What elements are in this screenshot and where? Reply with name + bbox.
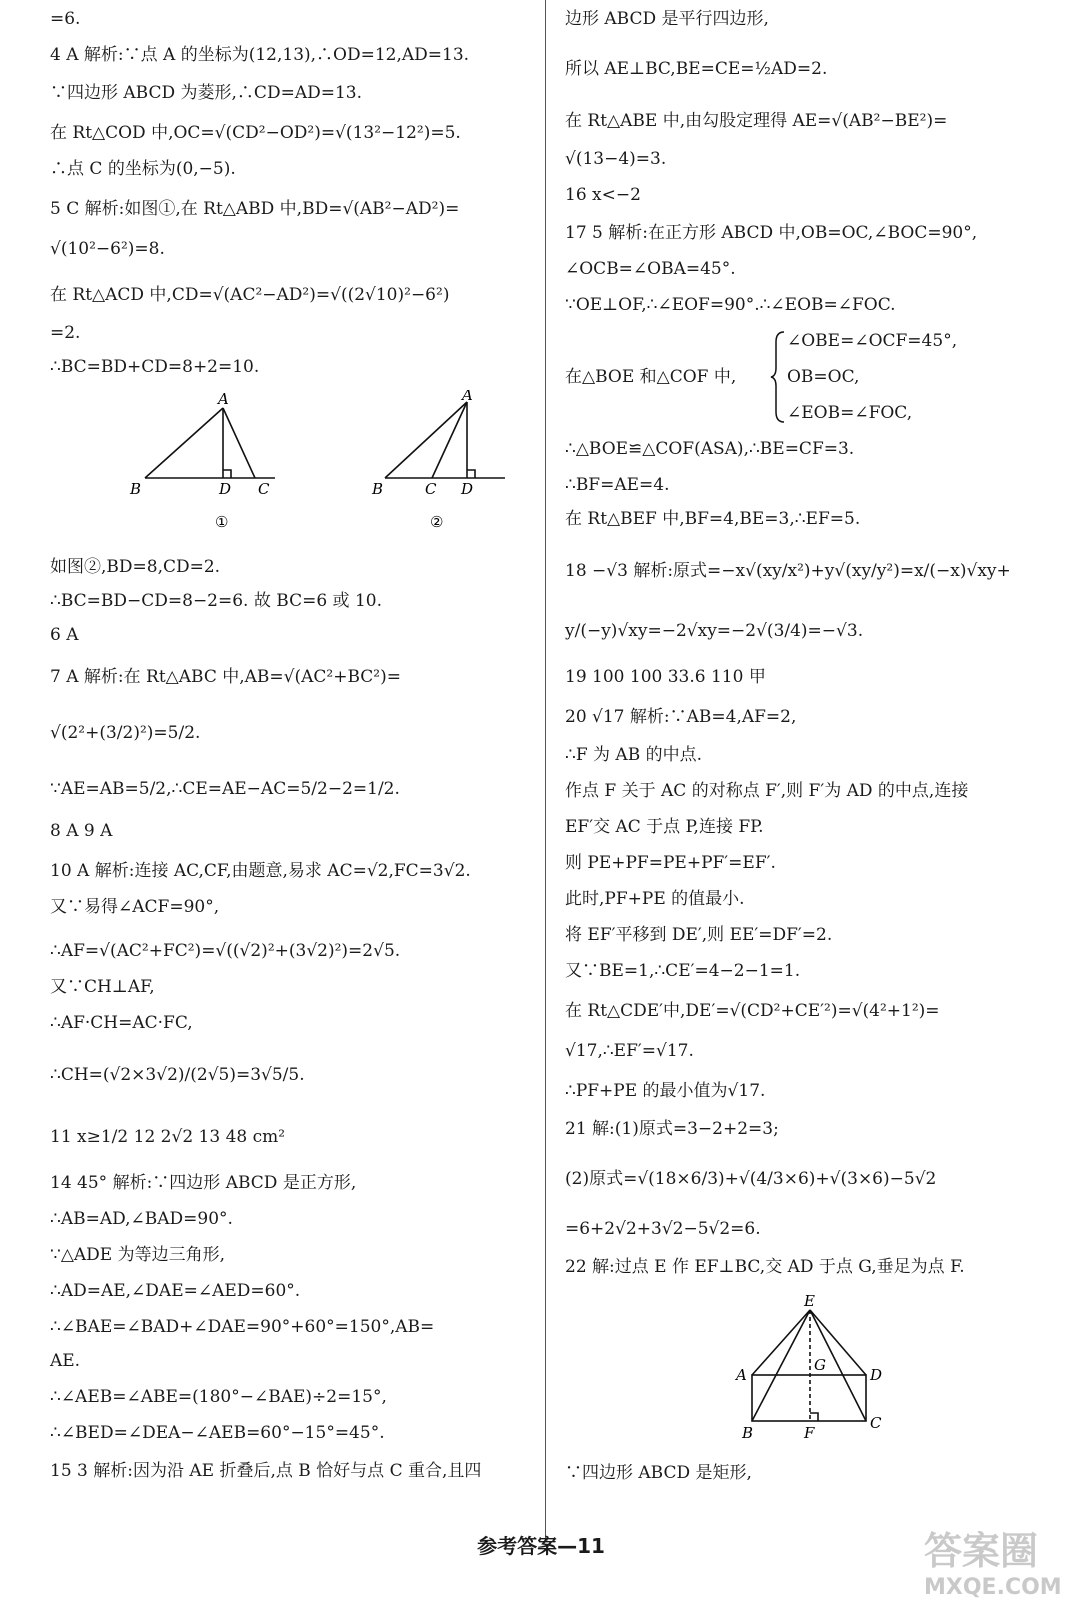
text-line: 如图②,BD=8,CD=2. [50,557,221,577]
text-line: ∴CH=(√2×3√2)/(2√5)=3√5/5. [50,1065,305,1085]
text-line: ∴PF+PE 的最小值为√17. [565,1081,766,1101]
answer-16: 16 x<−2 [565,185,641,205]
text-line: ∴∠BED=∠DEA−∠AEB=60°−15°=45°. [50,1423,385,1443]
text-line: 在 Rt△ACD 中,CD=√(AC²−AD²)=√((2√10)²−6²) [50,285,450,305]
answer-14: 14 45° 解析:∵四边形 ABCD 是正方形, [50,1173,357,1193]
fig2-point-D: D [461,480,474,498]
text-line: 又∵BE=1,∴CE′=4−2−1=1. [565,961,801,981]
fig1-point-A: A [218,390,229,408]
text-line: ∵△ADE 为等边三角形, [50,1245,226,1265]
fig1-point-C: C [258,480,270,498]
text-line: ∵AE=AB=5/2,∴CE=AE−AC=5/2−2=1/2. [50,779,400,799]
text-line: √(2²+(3/2)²)=5/2. [50,723,201,743]
text-line: ∴∠BAE=∠BAD+∠DAE=90°+60°=150°,AB= [50,1317,435,1337]
answer-8-9: 8 A 9 A [50,821,113,841]
text-line: EF′交 AC 于点 P,连接 FP. [565,817,764,837]
brace [770,330,786,424]
text-line: 边形 ABCD 是平行四边形, [565,9,769,29]
text-line: 作点 F 关于 AC 的对称点 F′,则 F′为 AD 的中点,连接 [565,781,969,801]
figures-5 [120,390,540,540]
fig3-point-B: B [742,1424,754,1442]
text-line: 在 Rt△CDE′中,DE′=√(CD²+CE′²)=√(4²+1²)= [565,1001,940,1021]
answer-20: 20 √17 解析:∵AB=4,AF=2, [565,707,797,727]
system-line-3: ∠EOB=∠FOC, [787,403,913,423]
figure-2 [385,402,505,478]
system-line-2: OB=OC, [787,367,860,387]
text-line: ∵OE⊥OF,∴∠EOF=90°.∴∠EOB=∠FOC. [565,295,896,315]
text-line: √(13−4)=3. [565,149,667,169]
watermark-bottom: MXQE.COM [924,1575,1062,1600]
text-line: ∴点 C 的坐标为(0,−5). [50,159,236,179]
answer-6: 6 A [50,625,79,645]
text-line: 则 PE+PF=PE+PF′=EF′. [565,853,776,873]
text-line: 所以 AE⊥BC,BE=CE=½AD=2. [565,59,828,79]
answer-22: 22 解:过点 E 作 EF⊥BC,交 AD 于点 G,垂足为点 F. [565,1257,965,1277]
text-line: ∴BC=BD+CD=8+2=10. [50,357,260,377]
text-line: y/(−y)√xy=−2√xy=−2√(3/4)=−√3. [565,621,864,641]
answer-11-13: 11 x≥1/2 12 2√2 13 48 cm² [50,1127,286,1147]
fig1-point-D: D [219,480,232,498]
fig3-point-C: C [870,1414,882,1432]
text-line: ∴AF·CH=AC·FC, [50,1013,193,1033]
answer-17: 17 5 解析:在正方形 ABCD 中,OB=OC,∠BOC=90°, [565,223,978,243]
answer-21: 21 解:(1)原式=3−2+2=3; [565,1119,779,1139]
watermark-top: 答案圈 [924,1529,1039,1573]
fig3-point-D: D [870,1366,883,1384]
answer-5: 5 C 解析:如图①,在 Rt△ABD 中,BD=√(AB²−AD²)= [50,199,460,219]
text-line: 此时,PF+PE 的值最小. [565,889,745,909]
text-line: 在 Rt△COD 中,OC=√(CD²−OD²)=√(13²−12²)=5. [50,123,461,143]
fig2-point-A: A [462,390,473,404]
watermark [924,1520,1074,1600]
figure-22 [720,1290,900,1455]
text-line: =6. [50,9,81,29]
column-divider [545,0,546,1540]
text-line: 在△BOE 和△COF 中, [565,367,737,387]
text-line: √17,∴EF′=√17. [565,1041,694,1061]
fig3-point-E: E [804,1292,815,1310]
fig3-point-G: G [814,1356,826,1374]
fig2-label: ② [430,513,444,531]
text-line: (2)原式=√(18×6/3)+√(4/3×6)+√(3×6)−5√2 [565,1169,937,1189]
system-line-1: ∠OBE=∠OCF=45°, [787,331,958,351]
text-line: ∠OCB=∠OBA=45°. [565,259,736,279]
text-line: 又∵易得∠ACF=90°, [50,897,220,917]
text-line: ∴AF=√(AC²+FC²)=√((√2)²+(3√2)²)=2√5. [50,941,401,961]
fig2-point-B: B [372,480,384,498]
text-line: 在 Rt△ABE 中,由勾股定理得 AE=√(AB²−BE²)= [565,111,948,131]
text-line: ∴F 为 AB 的中点. [565,745,702,765]
text-line: 又∵CH⊥AF, [50,977,155,997]
text-line: √(10²−6²)=8. [50,239,165,259]
fig3-point-F: F [804,1424,815,1442]
text-line: ∴△BOE≌△COF(ASA),∴BE=CF=3. [565,439,855,459]
text-line: ∵四边形 ABCD 为菱形,∴CD=AD=13. [50,83,363,103]
answer-4: 4 A 解析:∵点 A 的坐标为(12,13),∴OD=12,AD=13. [50,45,470,65]
text-line: =2. [50,323,81,343]
text-line: ∴∠AEB=∠ABE=(180°−∠BAE)÷2=15°, [50,1387,387,1407]
text-line: 将 EF′平移到 DE′,则 EE′=DF′=2. [565,925,833,945]
answer-7: 7 A 解析:在 Rt△ABC 中,AB=√(AC²+BC²)= [50,667,401,687]
text-line: =6+2√2+3√2−5√2=6. [565,1219,761,1239]
fig2-point-C: C [425,480,437,498]
text-line: AE. [50,1351,81,1371]
figure-1 [145,408,275,478]
answer-10: 10 A 解析:连接 AC,CF,由题意,易求 AC=√2,FC=3√2. [50,861,471,881]
fig1-label: ① [215,513,229,531]
text-line: ∴BC=BD−CD=8−2=6. 故 BC=6 或 10. [50,591,382,611]
text-line: ∴AB=AD,∠BAD=90°. [50,1209,233,1229]
answer-18: 18 −√3 解析:原式=−x√(xy/x²)+y√(xy/y²)=x/(−x)√xy+ [565,561,1011,581]
text-line: ∴AD=AE,∠DAE=∠AED=60°. [50,1281,301,1301]
text-line: ∵四边形 ABCD 是矩形, [565,1463,752,1483]
text-line: ∴BF=AE=4. [565,475,670,495]
answer-15: 15 3 解析:因为沿 AE 折叠后,点 B 恰好与点 C 重合,且四 [50,1461,482,1481]
fig1-point-B: B [130,480,142,498]
page-footer: 参考答案—11 [477,1534,605,1558]
fig3-point-A: A [736,1366,747,1384]
text-line: 在 Rt△BEF 中,BF=4,BE=3,∴EF=5. [565,509,861,529]
answer-19: 19 100 100 33.6 110 甲 [565,667,766,687]
